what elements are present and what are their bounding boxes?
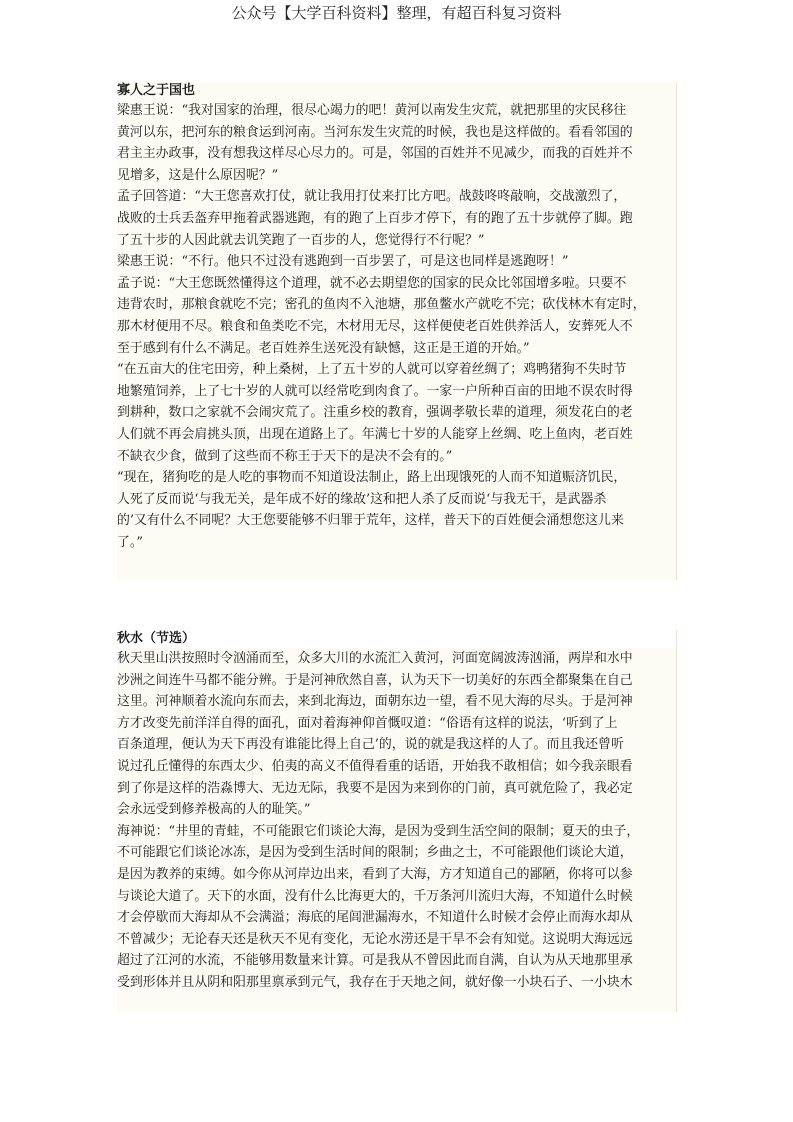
text-line: 沙洲之间连牛马都不能分辨。于是河神欣然自喜，认为天下一切美好的东西全都聚集在自己: [117, 672, 633, 688]
text-line: 会永远受到修养极高的人的耻笑。”: [117, 802, 311, 818]
text-line: 超过了江河的水流，不能够用数量来计算。可是我从不曾因此而自满，自认为从天地那里承: [117, 953, 633, 969]
text-line: 孟子说：“大王您既然懂得这个道理，就不必去期望您的国家的民众比邻国增多啦。只要不: [117, 275, 627, 291]
text-line: 人们就不再会肩挑头顶，出现在道路上了。年满七十岁的人能穿上丝绸、吃上鱼肉，老百姓: [117, 426, 633, 442]
text-line: 方才改变先前洋洋自得的面孔，面对着海神仰首慨叹道：“俗语有这样的说法，‘听到了上: [117, 715, 618, 731]
text-line: 秋天里山洪按照时令汹涌而至，众多大川的水流汇入黄河，河面宽阔波涛汹涌，两岸和水中: [117, 651, 633, 666]
text-line: 了五十步的人因此就去讥笑跑了一百步的人，您觉得行不行呢？”: [117, 232, 485, 248]
text-line: 是因为教养的束缚。如今你从河岸边出来，看到了大海，方才知道自己的鄙陋，你将可以参: [117, 866, 633, 882]
text-line: 不可能跟它们谈论冰冻，是因为受到生活时间的限制；乡曲之士，不可能跟他们谈论大道，: [117, 845, 633, 861]
text-line: 受到形体并且从阴和阳那里禀承到元气，我存在于天地之间，就好像一小块石子、一小块木: [117, 974, 633, 990]
text-line: 至于感到有什么不满足。老百姓养生送死没有缺憾，这正是王道的开始。”: [117, 340, 530, 356]
text-line: 人死了反而说‘与我无关，是年成不好的缘故’这和把人杀了反而说‘与我无干，是武器杀: [117, 491, 607, 507]
text-line: 君主主办政事，没有想我这样尽心尽力的。可是，邻国的百姓并不见减少，而我的百姓并不: [117, 146, 633, 162]
page-header: 公众号【大学百科资料】整理，有超百科复习资料: [231, 4, 562, 22]
text-line: 百条道理，便认为天下再没有谁能比得上自己’的，说的就是我这样的人了。而且我还曾听: [117, 737, 624, 753]
text-line: “现在，猪狗吃的是人吃的事物而不知道设法制止，路上出现饿死的人而不知道赈济饥民，: [117, 470, 627, 486]
section-body: [117, 648, 697, 994]
text-line: 不缺衣少食，做到了这些而不称王于天下的是决不会有的。”: [117, 448, 453, 464]
text-line: 战败的士兵丢盔弃甲拖着武器逃跑，有的跑了上百步才停下，有的跑了五十步就停了脚。跑: [117, 210, 633, 226]
text-line: 的’又有什么不同呢？大王您要能够不归罪于荒年，这样，普天下的百姓便会涌想您这儿来: [117, 513, 624, 529]
text-line: 与谈论大道了。天下的水面，没有什么比海更大的，千万条河川流归大海，不知道什么时候: [117, 888, 633, 904]
text-line: 地繁殖饲养，上了七十岁的人就可以经常吃到肉食了。一家一户所种百亩的田地不误农时得: [117, 383, 633, 399]
section-guaren: [117, 82, 677, 580]
text-line: 梁惠王说：“不行。他只不过没有逃跑到一百步罢了，可是这也同样是逃跑呀！”: [117, 254, 569, 270]
text-line: 梁惠王说：“我对国家的治理，很尽心竭力的吧！黄河以南发生灾荒，就把那里的灾民移往: [117, 103, 627, 118]
text-line: 违背农时，那粮食就吃不完；密孔的鱼肉不入池塘，那鱼鳖水产就吃不完；砍伐林木有定时，: [117, 297, 646, 313]
text-line: 海神说：“井里的青蛙，不可能跟它们谈论大海，是因为受到生活空间的限制；夏天的虫子，: [117, 823, 640, 839]
text-line: 黄河以东，把河东的粮食运到河南。当河东发生灾荒的时候，我也是这样做的。看看邻国的: [117, 124, 633, 140]
text-line: 了。”: [117, 534, 143, 550]
text-line: 这里。河神顺着水流向东而去，来到北海边，面朝东边一望，看不见大海的尽头。于是河神: [117, 694, 633, 710]
text-line: 说过孔丘懂得的东西太少、伯夷的高义不值得看重的话语，开始我不敢相信；如今我亲眼看: [117, 758, 633, 774]
text-line: 到了你是这样的浩淼博大、无边无际，我要不是因为来到你的门前，真可就危险了，我必定: [117, 780, 633, 796]
section-body: [117, 100, 697, 553]
section-title: 寡人之于国也: [117, 83, 196, 98]
text-line: “在五亩大的住宅田旁，种上桑树，上了五十岁的人就可以穿着丝绸了；鸡鸭猪狗不失时节: [117, 362, 627, 378]
section-title: 秋水（节选）: [117, 630, 676, 648]
text-line: 孟子回答道：“大王您喜欢打仗，就让我用打仗来打比方吧。战鼓咚咚敲响，交战激烈了，: [117, 189, 627, 205]
text-line: 不曾减少；无论春天还是秋天不见有变化，无论水涝还是干旱不会有知觉。这说明大海远远: [117, 931, 633, 947]
text-line: 那木材便用不尽。粮食和鱼类吃不完，木材用无尽，这样便使老百姓供养活人，安葬死人不: [117, 318, 633, 334]
text-line: 才会停歇而大海却从不会满溢；海底的尾闾泄漏海水，不知道什么时候才会停止而海水却从: [117, 910, 633, 926]
text-line: 见增多，这是什么原因呢？”: [117, 167, 279, 183]
text-line: 到耕种，数口之家就不会闹灾荒了。注重乡校的教育，强调孝敬长辈的道理，须发花白的老: [117, 405, 633, 421]
section-qiushui: [117, 630, 677, 1012]
